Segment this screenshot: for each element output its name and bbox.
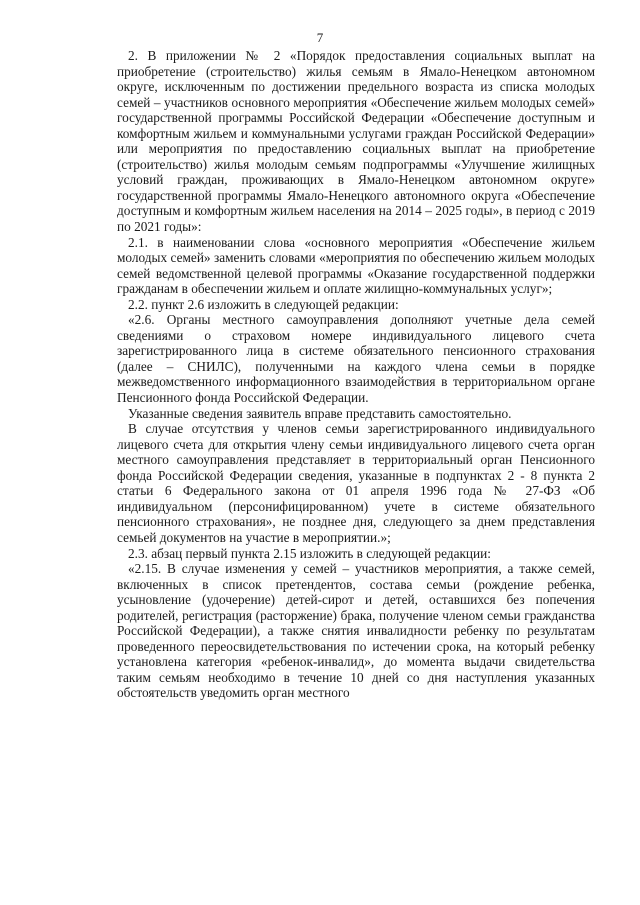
paragraph-item-2-3: 2.3. абзац первый пункта 2.15 изложить в следующей редакции:	[128, 545, 491, 561]
paragraph-item-2: 2. В приложении № 2 «Порядок предоставления социальных выплат на приобретение (строительство) жилья семьям в Ямало-Ненецком автономном округе, исключенным по достижении предельного возраста из списка молодых семей – участников основного мероприятия «Обеспечение жильем молодых семей» государственной программы Российской Федерации «Обеспечение доступным и комфортным жильем и коммунальными услугами граждан Российской Федерации» или мероприятия по предоставлению социальных выплат на приобретение (строительство) жилья молодым семьям подпрограммы «Улучшение жилищных условий граждан, проживающих в Ямало-Ненецком автономном округе» государственной программы Ямало-Ненецкого автономного округа «Обеспечение доступным и комфортным жильем населения на 2014 – 2025 годы», в период с 2019 по 2021 годы»:	[117, 48, 595, 235]
document-body	[117, 48, 595, 701]
paragraph-clause-2-15: «2.15. В случае изменения у семей – участников мероприятия, а также семей, включенных в список претендентов, состава семьи (рождение ребенка, усыновление (удочерение) детей-сирот и детей, оставшихся без попечения родителей, регистрация (расторжение) брака, получение членом семьи гражданства Российской Федерации), а также снятия инвалидности ребенку по результатам проведенного переосвидетельствования по истечении срока, на который ребенку установлена категория «ребенок-инвалид», до момента выдачи свидетельства таким семьям необходимо в течение 10 дней со дня наступления указанных обстоятельств уведомить орган местного	[117, 561, 595, 701]
paragraph-item-2-1: 2.1. в наименовании слова «основного мероприятия «Обеспечение жильем молодых семей» заменить словами «мероприятия по обеспечению жильем молодых семей ведомственной целевой программы «Оказание государственной поддержки гражданам в обеспечении жильем и оплате жилищно-коммунальных услуг»;	[117, 234, 595, 297]
paragraph-clause-2-6-self: Указанные сведения заявитель вправе представить самостоятельно.	[128, 405, 512, 421]
paragraph-clause-2-6: «2.6. Органы местного самоуправления дополняют учетные дела семей сведениями о страховом номере индивидуального лицевого счета зарегистрированного лица в системе обязательного пенсионного страхования (далее – СНИЛС), полученными на каждого члена семьи в порядке межведомственного информационного взаимодействия в территориальном органе Пенсионного фонда Российской Федерации.	[117, 312, 595, 406]
paragraph-clause-2-6-absence: В случае отсутствия у членов семьи зарегистрированного индивидуального лицевого счета для открытия члену семьи индивидуального лицевого счета орган местного самоуправления представляет в территориальный орган Пенсионного фонда Российской Федерации сведения, указанные в подпунктах 2 - 8 пункта 2 статьи 6 Федерального закона от 01 апреля 1996 года № 27-ФЗ «Об индивидуальном (персонифицированном) учете в системе обязательного пенсионного страхования», не позднее дня, следующего за днем представления семьей документов на участие в мероприятии.»;	[117, 421, 595, 545]
page-number: 7	[316, 30, 324, 45]
paragraph-item-2-2: 2.2. пункт 2.6 изложить в следующей редакции:	[128, 296, 399, 312]
